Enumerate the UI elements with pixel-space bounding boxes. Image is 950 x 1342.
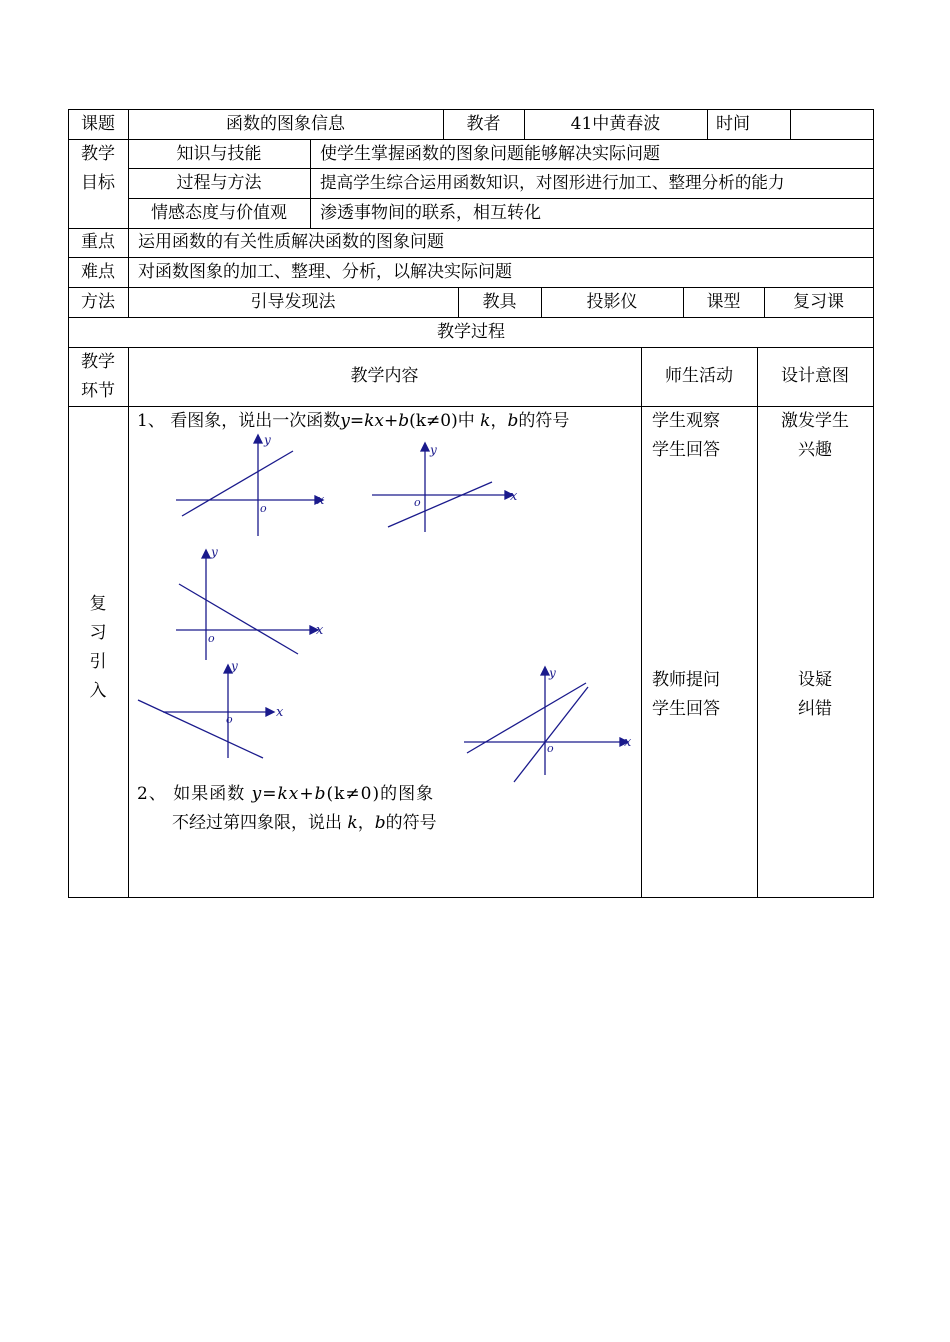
stage-char: 入: [89, 681, 107, 701]
question-2: [137, 784, 434, 804]
question-1-prefix: 1、 看图象，说出一次函数: [137, 411, 341, 431]
x-axis-label: x: [276, 705, 284, 720]
question-1-condition: (k≠0): [409, 411, 458, 431]
activity-text: 学生回答: [652, 440, 720, 460]
key-point-label: 重点: [81, 232, 115, 252]
y-axis-label: y: [211, 545, 218, 559]
origin-label: o: [208, 632, 215, 645]
graph-5: [460, 660, 640, 785]
goal-content: 提高学生综合运用函数知识，对图形进行加工、整理分析的能力: [320, 173, 785, 192]
question-2-k: k: [347, 813, 358, 833]
time-label: 时间: [716, 114, 750, 134]
difficulty-content: 对函数图象的加工、整理、分析，以解决实际问题: [138, 262, 512, 282]
x-axis-label: x: [316, 623, 324, 638]
origin-label: o: [547, 742, 554, 755]
activity-text: 学生观察: [652, 411, 720, 431]
y-axis-label: y: [549, 666, 556, 680]
question-1-text: 的符号: [518, 411, 570, 431]
tools-label: 教具: [482, 292, 517, 312]
goal-content: 渗透事物间的联系，相互转化: [320, 203, 541, 223]
intent-text: 激发学生: [781, 411, 849, 431]
content-header: 教学内容: [350, 366, 419, 386]
question-1-formula: y=kx+b: [340, 411, 410, 431]
lesson-type-value: 复习课: [793, 292, 844, 312]
question-1-b: b: [507, 411, 519, 431]
question-1-k: k: [480, 411, 491, 431]
y-axis-label: y: [231, 659, 238, 673]
tools-value: 投影仪: [586, 292, 638, 312]
question-2-line-2: [172, 813, 437, 833]
key-point-content: 运用函数的有关性质解决函数的图象问题: [138, 232, 444, 252]
intent-text: 兴趣: [798, 440, 832, 460]
origin-label: o: [226, 713, 233, 726]
stage-char: 复: [89, 594, 107, 614]
goals-label-line2: 目标: [81, 173, 115, 193]
stage-header-line1: 教学: [81, 352, 115, 372]
y-axis-label: y: [430, 443, 437, 457]
x-axis-label: x: [624, 735, 632, 750]
question-2-text: 不经过第四象限，说出: [172, 813, 348, 833]
course-title: 函数的图象信息: [226, 114, 345, 134]
goals-label-line1: 教学: [81, 144, 115, 164]
graph-4: [133, 658, 298, 762]
teacher-label: 教者: [466, 114, 501, 134]
difficulty-label: 难点: [81, 262, 115, 282]
question-1-text: 中: [457, 411, 481, 431]
method-label: 方法: [81, 292, 115, 312]
origin-label: o: [414, 496, 421, 509]
process-title: 教学过程: [437, 322, 505, 342]
question-1: [137, 411, 569, 431]
y-axis-label: y: [264, 433, 271, 447]
activity-header: 师生活动: [665, 366, 733, 386]
question-2-prefix: 2、 如果函数: [137, 784, 252, 804]
x-axis-label: x: [510, 489, 518, 504]
stage-header-line2: 环节: [81, 381, 115, 401]
question-2-text: 的图象: [380, 784, 435, 804]
stage-char: 引: [89, 652, 107, 672]
goal-category: 情感态度与价值观: [151, 203, 287, 223]
course-label: 课题: [81, 114, 115, 134]
goal-category: 过程与方法: [176, 173, 262, 193]
intent-text: 纠错: [798, 699, 832, 719]
question-1-comma: ，: [490, 411, 508, 431]
question-2-b: b: [374, 813, 386, 833]
teacher-name: 41中黄春波: [570, 114, 661, 134]
activity-text: 学生回答: [652, 699, 720, 719]
x-axis-label: x: [317, 493, 325, 508]
intent-text: 设疑: [798, 670, 832, 690]
question-2-condition: (k≠0): [326, 784, 381, 804]
goal-category: 知识与技能: [176, 144, 262, 164]
question-2-formula: y=kx+b: [251, 784, 327, 804]
origin-label: o: [260, 502, 267, 515]
graph-2: [368, 440, 533, 540]
graph-1: [170, 430, 340, 542]
question-2-comma: ，: [357, 813, 375, 833]
stage-char: 习: [89, 623, 107, 643]
method-value: 引导发现法: [250, 292, 336, 312]
intent-header: 设计意图: [781, 366, 849, 386]
lesson-type-label: 课型: [706, 292, 741, 312]
goal-content: 使学生掌握函数的图象问题能够解决实际问题: [320, 144, 660, 164]
question-2-text: 的符号: [385, 813, 437, 833]
activity-text: 教师提问: [652, 670, 720, 690]
graph-3: [170, 542, 335, 664]
